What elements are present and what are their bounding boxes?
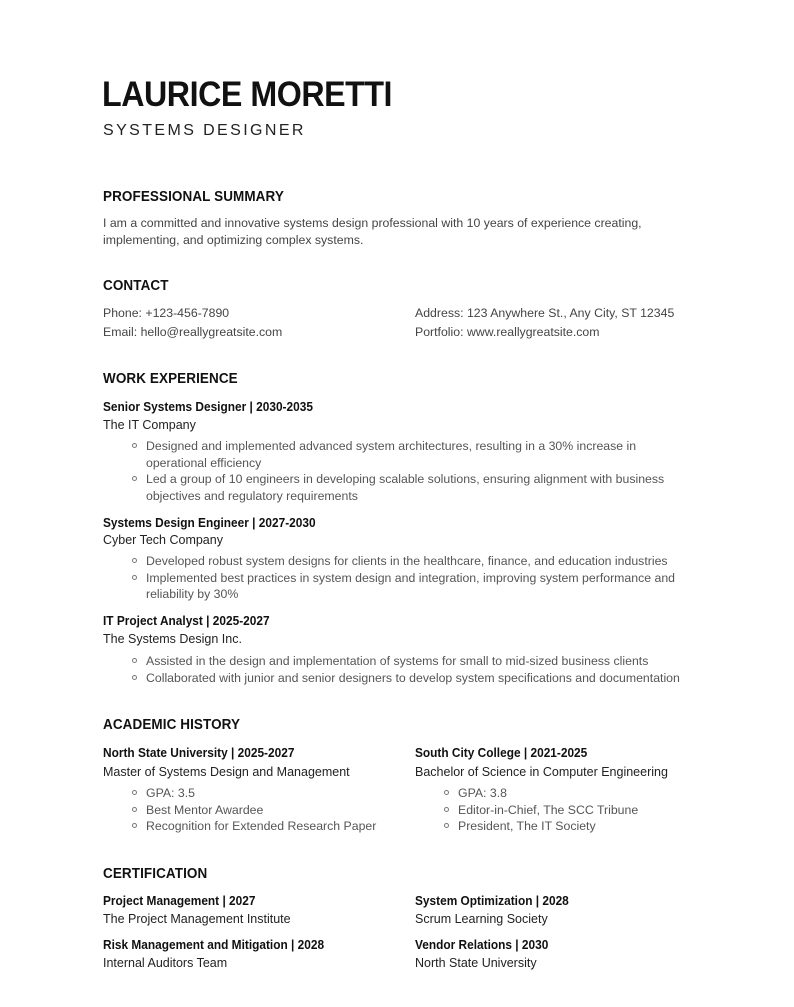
school-bullets xyxy=(444,785,704,835)
list-item: GPA: 3.5 xyxy=(132,785,392,802)
bullet-icon xyxy=(132,807,137,812)
list-item: Best Mentor Awardee xyxy=(132,802,392,819)
contact-email: Email: hello@reallygreatsite.com xyxy=(103,325,283,339)
section-heading-contact: CONTACT xyxy=(103,278,169,294)
bullet-icon xyxy=(132,575,137,580)
bullet-icon xyxy=(132,476,137,481)
list-item: Led a group of 10 engineers in developing scalable solutions, ensuring alignment with business objectives and regulatory requirements xyxy=(132,471,692,504)
job-title: Systems Design Engineer | 2027-2030 xyxy=(103,516,316,530)
list-item: Implemented best practices in system design and integration, improving system performance and reliability by 30% xyxy=(132,570,692,603)
job-bullets xyxy=(132,438,692,505)
section-heading-academic: ACADEMIC HISTORY xyxy=(103,717,241,733)
cert-issuer: Internal Auditors Team xyxy=(103,956,228,970)
job-title: IT Project Analyst | 2025-2027 xyxy=(103,614,270,628)
cert-title: Risk Management and Mitigation | 2028 xyxy=(103,938,325,952)
cert-title: Project Management | 2027 xyxy=(103,894,256,908)
list-item: Recognition for Extended Research Paper xyxy=(132,818,392,835)
bullet-icon xyxy=(132,558,137,563)
job-title: Senior Systems Designer | 2030-2035 xyxy=(103,400,313,414)
section-heading-work: WORK EXPERIENCE xyxy=(103,371,238,387)
job-bullets xyxy=(132,653,692,686)
section-heading-summary: PROFESSIONAL SUMMARY xyxy=(103,189,284,205)
bullet-icon xyxy=(132,443,137,448)
contact-phone: Phone: +123-456-7890 xyxy=(103,306,230,320)
bullet-icon xyxy=(444,807,449,812)
summary-text: I am a committed and innovative systems design professional with 10 years of experience creating, implementing, and optimizing complex systems. xyxy=(103,216,642,247)
bullet-icon xyxy=(132,658,137,663)
cert-title: Vendor Relations | 2030 xyxy=(415,938,549,952)
school-degree: Master of Systems Design and Management xyxy=(103,765,350,779)
job-company: The Systems Design Inc. xyxy=(103,632,242,646)
list-item: Assisted in the design and implementation of systems for small to mid-sized business clients xyxy=(132,653,692,670)
school-title: South City College | 2021-2025 xyxy=(415,746,588,760)
school-title: North State University | 2025-2027 xyxy=(103,746,295,760)
list-item: Designed and implemented advanced system architectures, resulting in a 30% increase in operational efficiency xyxy=(132,438,692,471)
bullet-icon xyxy=(444,790,449,795)
school-degree: Bachelor of Science in Computer Engineering xyxy=(415,765,668,779)
contact-portfolio: Portfolio: www.reallygreatsite.com xyxy=(415,325,600,339)
contact-address: Address: 123 Anywhere St., Any City, ST 12345 xyxy=(415,306,675,320)
cert-title: System Optimization | 2028 xyxy=(415,894,569,908)
bullet-icon xyxy=(132,790,137,795)
cert-issuer: North State University xyxy=(415,956,537,970)
cert-issuer: The Project Management Institute xyxy=(103,912,291,926)
list-item: Developed robust system designs for clients in the healthcare, finance, and education industries xyxy=(132,553,692,570)
section-heading-certification: CERTIFICATION xyxy=(103,866,208,882)
job-company: Cyber Tech Company xyxy=(103,533,223,547)
candidate-name: LAURICE MORETTI xyxy=(102,75,393,114)
list-item: Collaborated with junior and senior designers to develop system specifications and documentation xyxy=(132,670,692,687)
job-company: The IT Company xyxy=(103,418,196,432)
bullet-icon xyxy=(132,823,137,828)
list-item: Editor-in-Chief, The SCC Tribune xyxy=(444,802,704,819)
bullet-icon xyxy=(132,675,137,680)
cert-issuer: Scrum Learning Society xyxy=(415,912,548,926)
school-bullets xyxy=(132,785,392,835)
bullet-icon xyxy=(444,823,449,828)
candidate-role: SYSTEMS DESIGNER xyxy=(103,122,306,139)
list-item: President, The IT Society xyxy=(444,818,704,835)
list-item: GPA: 3.8 xyxy=(444,785,704,802)
job-bullets xyxy=(132,553,692,603)
